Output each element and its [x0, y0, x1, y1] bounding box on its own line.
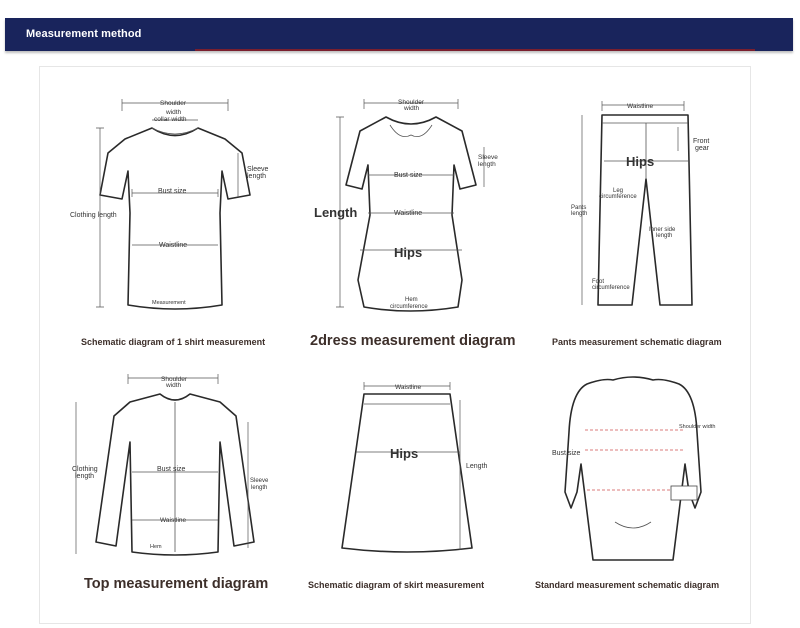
top-illustration — [60, 372, 290, 572]
pants-gear-label: gear — [695, 145, 710, 152]
shirt-sleeve-length-label: length — [247, 173, 267, 180]
shirt-width-label: width — [166, 109, 182, 116]
shirt-clothing-label: Clothing length — [70, 212, 117, 219]
dress-waist-label: Waistline — [394, 210, 423, 217]
skirt-length-label: Length — [466, 463, 488, 470]
dress-sleeve-length-label: length — [478, 161, 496, 168]
dress-bust-label: Bust size — [394, 172, 423, 179]
shirt-collar-label: collar width — [154, 116, 187, 123]
pants-inner2-label: length — [656, 233, 673, 239]
top-bust-label: Bust size — [157, 466, 186, 473]
dress-hem2-label: circumference — [390, 304, 428, 310]
top-length-label: length — [75, 473, 95, 480]
pants-inner-label: Inner side — [649, 227, 676, 233]
top-clothing-label: Clothing — [72, 466, 98, 473]
shirt-bust-label: Bust size — [158, 188, 187, 195]
dress-length-label: Length — [314, 205, 358, 220]
top-sleeve-label: Sleeve — [250, 478, 269, 484]
dress-hem-label: Hem — [405, 297, 418, 303]
top-diagram — [60, 372, 290, 602]
section-header — [5, 18, 793, 51]
body-shoulder-label: Shoulder width — [679, 424, 716, 430]
dress-width-label: width — [404, 105, 420, 112]
top-caption: Top measurement diagram — [84, 576, 269, 592]
pants-leg-label: Leg — [613, 188, 624, 194]
pants-waist-label: Waistline — [627, 103, 654, 110]
shirt-sleeve-label: Sleeve — [247, 166, 269, 173]
top-hem-label: Hem — [150, 544, 162, 550]
shirt-waist-label: Waistline — [159, 242, 188, 249]
pants-diagram — [552, 95, 760, 355]
skirt-hips-label: Hips — [390, 446, 419, 461]
pants-hips-label: Hips — [626, 154, 655, 169]
skirt-illustration — [300, 372, 530, 572]
shirt-shoulder-label: Shoulder — [160, 100, 187, 107]
pants-length-label: length — [571, 211, 588, 217]
shirt-illustration — [60, 95, 290, 315]
body-caption: Standard measurement schematic diagram — [535, 580, 720, 590]
top-sleeve2-label: length — [251, 485, 268, 491]
dress-illustration — [310, 95, 540, 315]
skirt-diagram — [300, 372, 530, 602]
pants-foot2-label: circumference — [592, 285, 630, 291]
section-title: Measurement method — [26, 28, 142, 40]
shirt-caption: Schematic diagram of 1 shirt measurement — [81, 337, 266, 347]
body-diagram — [535, 372, 760, 602]
body-illustration — [545, 372, 760, 572]
pants-pants-label: Pants — [571, 205, 587, 211]
pants-front-label: Front — [693, 138, 710, 145]
pants-circ-label: circumference — [599, 194, 637, 200]
skirt-caption: Schematic diagram of skirt measurement — [308, 580, 485, 590]
header-accent-line — [195, 49, 755, 51]
top-waist-label: Waistline — [160, 517, 187, 524]
body-bust-label: Bust size — [552, 450, 581, 457]
skirt-waist-label: Waistline — [395, 384, 422, 391]
pants-caption: Pants measurement schematic diagram — [552, 337, 722, 347]
dress-sleeve-label: Sleeve — [478, 154, 498, 161]
top-width-label: width — [166, 382, 182, 389]
pants-foot-label: Foot — [592, 279, 605, 285]
top-shoulder-label: Shoulder — [161, 376, 188, 383]
dress-hips-label: Hips — [394, 245, 423, 260]
dress-caption: 2dress measurement diagram — [310, 333, 516, 349]
pants-illustration — [560, 95, 760, 315]
shirt-diagram — [60, 95, 290, 355]
dress-shoulder-label: Shoulder — [398, 99, 425, 106]
dress-diagram — [310, 95, 540, 355]
shirt-hem-label: Measurement — [152, 300, 186, 306]
